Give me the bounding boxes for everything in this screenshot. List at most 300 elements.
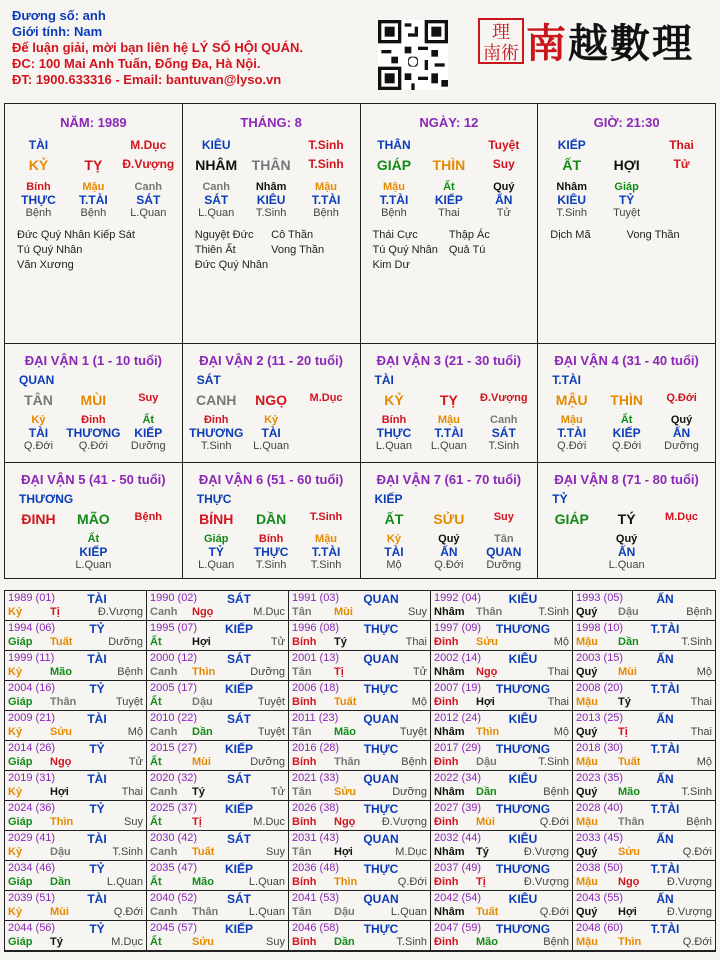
hidden-stage: Thai bbox=[438, 207, 460, 219]
hidden-stage: T.Sinh bbox=[255, 207, 287, 219]
year-cell bbox=[5, 651, 147, 681]
year-stage: Đ.Vượng bbox=[523, 846, 569, 858]
year-branch: Thìn bbox=[192, 666, 216, 678]
year-stage: L.Quan bbox=[248, 906, 285, 918]
hidden-stem: Kỷ bbox=[386, 533, 401, 545]
year-stage: Tuyệt bbox=[257, 726, 285, 738]
year-god: THỰC bbox=[363, 742, 399, 756]
year-stage: Suy bbox=[408, 606, 427, 618]
year-god: ẤN bbox=[656, 712, 674, 726]
year-god: KIÊU bbox=[508, 832, 538, 846]
year-stem: Bính bbox=[292, 696, 317, 708]
year-stem: Mậu bbox=[576, 816, 598, 828]
year-branch: Tý bbox=[192, 786, 205, 798]
year-god: KIÊU bbox=[508, 652, 538, 666]
star-name: Tú Quý Nhân bbox=[372, 244, 438, 256]
year-god: QUAN bbox=[363, 892, 399, 906]
year-cell bbox=[289, 681, 431, 711]
hidden-stem: Tân bbox=[494, 533, 514, 545]
year-god: TỶ bbox=[89, 742, 105, 756]
year-god: THỰC bbox=[363, 922, 399, 936]
hidden-stage: T.Sinh bbox=[556, 207, 587, 219]
dai-van-title: ĐẠI VẬN 8 (71 - 80 tuổi) bbox=[554, 472, 699, 487]
year-cell bbox=[147, 921, 289, 951]
header-info bbox=[12, 8, 303, 88]
hidden-stem: Kỷ bbox=[31, 414, 46, 426]
dai-van-title: ĐẠI VẬN 5 (41 - 50 tuổi) bbox=[21, 472, 166, 487]
hidden-stage: Q.Đới bbox=[612, 440, 642, 452]
year-god: ẤN bbox=[656, 832, 674, 846]
year-cell bbox=[147, 621, 289, 651]
hidden-god: QUAN bbox=[486, 545, 522, 559]
year-stage: Thai bbox=[547, 696, 569, 708]
hidden-stem: Ất bbox=[443, 181, 455, 193]
year-branch: Tị bbox=[50, 606, 60, 618]
year-god: TÀI bbox=[87, 772, 107, 786]
year-label: 2046 (58) bbox=[292, 922, 340, 934]
hidden-stem: Giáp bbox=[203, 533, 229, 545]
year-label: 2016 (28) bbox=[292, 742, 340, 754]
year-branch: Thìn bbox=[50, 816, 74, 828]
hidden-stage: Tuyệt bbox=[613, 207, 641, 219]
hidden-god bbox=[121, 545, 176, 559]
star-name: Vong Thần bbox=[271, 244, 325, 256]
year-god: TỶ bbox=[89, 802, 105, 816]
year-label: 2033 (45) bbox=[576, 832, 624, 844]
year-label: 2028 (40) bbox=[576, 802, 624, 814]
year-branch: Sửu bbox=[334, 786, 357, 798]
heavenly-stem: TÂN bbox=[24, 392, 53, 408]
star-name bbox=[93, 258, 169, 273]
hidden-stem: Canh bbox=[134, 181, 163, 193]
ten-god bbox=[66, 138, 121, 152]
year-cell bbox=[573, 711, 715, 741]
year-label: 1994 (06) bbox=[8, 622, 56, 634]
year-stage: Bệnh bbox=[543, 786, 569, 798]
year-branch: Sửu bbox=[618, 846, 641, 858]
year-stage: L.Quan bbox=[390, 906, 427, 918]
year-branch: Ngọ bbox=[50, 756, 72, 768]
year-god: SÁT bbox=[227, 592, 251, 606]
year-label: 2004 (16) bbox=[8, 682, 56, 694]
year-cell bbox=[431, 741, 573, 771]
year-branch: Thân bbox=[618, 816, 645, 828]
hidden-god: T.TÀI bbox=[379, 193, 409, 207]
year-stage: Đ.Vượng bbox=[666, 876, 712, 888]
year-stage: Q.Đới bbox=[539, 816, 569, 828]
year-stage: M.Dục bbox=[395, 846, 427, 858]
year-stem: Giáp bbox=[8, 636, 33, 648]
dai-van-cell bbox=[538, 344, 715, 463]
year-god: TỶ bbox=[89, 622, 105, 636]
year-stage: Mộ bbox=[696, 666, 712, 678]
year-branch: Hợi bbox=[50, 786, 69, 798]
year-god: ẤN bbox=[656, 652, 674, 666]
hidden-stage: L.Quan bbox=[130, 207, 167, 219]
year-stem: Giáp bbox=[8, 876, 33, 888]
year-label: 2041 (53) bbox=[292, 892, 340, 904]
year-cell bbox=[289, 771, 431, 801]
year-stage: Mộ bbox=[553, 636, 569, 648]
year-god: SÁT bbox=[227, 652, 251, 666]
year-stage: Q.Đới bbox=[682, 936, 712, 948]
year-branch: Sửu bbox=[192, 936, 215, 948]
year-label: 2044 (56) bbox=[8, 922, 56, 934]
year-god: KIÊU bbox=[508, 712, 538, 726]
star-name: Kiếp Sát bbox=[93, 229, 135, 241]
year-cell bbox=[573, 681, 715, 711]
earthly-branch: NGỌ bbox=[255, 392, 288, 408]
chart-grid bbox=[4, 103, 716, 579]
star-name: Văn Xương bbox=[17, 259, 74, 271]
dai-van-god: T.TÀI bbox=[552, 373, 581, 387]
year-cell bbox=[573, 771, 715, 801]
year-label: 2035 (47) bbox=[150, 862, 198, 874]
ten-god: M.Dục bbox=[130, 138, 167, 152]
hidden-stage: L.Quan bbox=[608, 559, 645, 571]
year-god: KIẾP bbox=[224, 862, 253, 876]
life-stage: Bệnh bbox=[134, 511, 163, 523]
dai-van-god: TỶ bbox=[552, 492, 568, 506]
hidden-god: SÁT bbox=[204, 193, 229, 207]
hidden-stem bbox=[299, 414, 354, 426]
year-branch: Dần bbox=[50, 876, 71, 888]
year-stage: Tử bbox=[128, 756, 143, 768]
year-cell bbox=[5, 681, 147, 711]
year-label: 2017 (29) bbox=[434, 742, 482, 754]
year-branch: Mão bbox=[476, 936, 498, 948]
year-cell bbox=[147, 891, 289, 921]
year-cell bbox=[5, 771, 147, 801]
year-stem: Nhâm bbox=[434, 786, 465, 798]
year-stem: Canh bbox=[150, 906, 178, 918]
star-name: Thập Ác bbox=[448, 229, 490, 241]
year-cell bbox=[147, 651, 289, 681]
dai-van-god: THỰC bbox=[196, 492, 232, 506]
year-cell bbox=[147, 771, 289, 801]
life-stage: Q.Đới bbox=[666, 392, 697, 404]
hidden-stage: Bệnh bbox=[25, 207, 52, 219]
year-god: T.TÀI bbox=[650, 622, 680, 636]
year-stage: Tử bbox=[270, 636, 285, 648]
star-name: Thiên Ất bbox=[194, 244, 236, 256]
year-god: QUAN bbox=[363, 712, 399, 726]
dai-van-title: ĐẠI VẬN 2 (11 - 20 tuổi) bbox=[199, 353, 343, 368]
year-stem: Nhâm bbox=[434, 906, 465, 918]
year-stage: M.Dục bbox=[253, 606, 285, 618]
year-god: T.TÀI bbox=[650, 802, 680, 816]
year-stage: Bệnh bbox=[401, 756, 427, 768]
year-god: KIÊU bbox=[508, 892, 538, 906]
year-stage: Tuyệt bbox=[115, 696, 143, 708]
year-stem: Nhâm bbox=[434, 666, 465, 678]
year-cell bbox=[431, 861, 573, 891]
year-stem: Giáp bbox=[8, 816, 33, 828]
year-stage: Tử bbox=[270, 786, 285, 798]
year-god: T.TÀI bbox=[650, 742, 680, 756]
life-stage: T.Sinh bbox=[309, 511, 343, 523]
year-stage: Q.Đới bbox=[539, 906, 569, 918]
hidden-stem: Quý bbox=[670, 414, 693, 426]
earthly-branch: THÌN bbox=[610, 392, 643, 408]
year-cell bbox=[5, 741, 147, 771]
year-stage: Dưỡng bbox=[108, 636, 143, 648]
year-stage: Đ.Vượng bbox=[97, 606, 143, 618]
hidden-stage: L.Quan bbox=[75, 559, 112, 571]
year-cell bbox=[5, 921, 147, 951]
ten-god: T.Sinh bbox=[308, 138, 344, 152]
year-branch: Ngọ bbox=[334, 816, 356, 828]
hidden-stage: L.Quan bbox=[375, 440, 412, 452]
year-stem: Giáp bbox=[8, 696, 33, 708]
pillar-title: THÁNG: 8 bbox=[240, 115, 302, 130]
hidden-god: ẤN bbox=[672, 426, 691, 440]
year-stage: T.Sinh bbox=[681, 786, 712, 798]
hidden-god: ẤN bbox=[440, 545, 458, 559]
year-label: 2000 (12) bbox=[150, 652, 198, 664]
hidden-stem: Quý bbox=[615, 533, 638, 545]
year-stage: Mộ bbox=[411, 696, 427, 708]
year-cell bbox=[573, 651, 715, 681]
hidden-god: T.TÀI bbox=[434, 426, 464, 440]
year-stem: Đinh bbox=[434, 696, 459, 708]
year-branch: Hợi bbox=[618, 906, 637, 918]
year-branch: Dần bbox=[476, 786, 497, 798]
hidden-stem: Ất bbox=[87, 533, 100, 545]
year-label: 2048 (60) bbox=[576, 922, 624, 934]
year-stem: Kỷ bbox=[8, 666, 23, 678]
year-god: THƯƠNG bbox=[495, 862, 551, 876]
seal-stamp: 理 南術 bbox=[478, 18, 524, 64]
year-cell bbox=[573, 741, 715, 771]
hidden-god: THỰC bbox=[21, 193, 56, 207]
year-label: 1993 (05) bbox=[576, 592, 624, 604]
year-god: TỶ bbox=[89, 862, 105, 876]
year-stem: Tân bbox=[292, 906, 312, 918]
year-label: 1995 (07) bbox=[150, 622, 198, 634]
hidden-stage: T.Sinh bbox=[310, 559, 342, 571]
year-branch: Tuất bbox=[476, 906, 499, 918]
gender-label: Giới tính: bbox=[12, 24, 71, 39]
star-name: Dịch Mã bbox=[550, 229, 591, 241]
pillar-cell bbox=[538, 104, 715, 344]
year-label: 2010 (22) bbox=[150, 712, 198, 724]
year-label: 2039 (51) bbox=[8, 892, 56, 904]
year-stage: Q.Đới bbox=[397, 876, 427, 888]
year-branch: Mão bbox=[334, 726, 356, 738]
year-stem: Quý bbox=[576, 846, 598, 858]
dai-van-god: TÀI bbox=[374, 373, 394, 387]
year-branch: Dần bbox=[334, 936, 355, 948]
year-branch: Tý bbox=[334, 636, 347, 648]
year-stage: Mộ bbox=[553, 726, 569, 738]
year-branch: Tị bbox=[476, 876, 486, 888]
year-stem: Tân bbox=[292, 666, 312, 678]
hidden-stage bbox=[121, 559, 176, 571]
hidden-stage: T.Sinh bbox=[488, 440, 520, 452]
heavenly-stem: BÍNH bbox=[199, 511, 234, 527]
dai-van-cell bbox=[5, 344, 183, 463]
year-god: QUAN bbox=[363, 592, 399, 606]
year-stage: Dưỡng bbox=[250, 666, 285, 678]
year-stem: Mậu bbox=[576, 876, 598, 888]
year-cell bbox=[573, 891, 715, 921]
year-branch: Hợi bbox=[476, 696, 495, 708]
year-stage: L.Quan bbox=[248, 876, 285, 888]
year-stem: Tân bbox=[292, 786, 312, 798]
year-god: SÁT bbox=[227, 772, 251, 786]
star-name: Kim Dư bbox=[372, 259, 410, 271]
hidden-stem: Đinh bbox=[81, 414, 106, 426]
year-branch: Mùi bbox=[192, 756, 211, 768]
year-stage: Suy bbox=[266, 936, 285, 948]
earthly-branch: HỢI bbox=[613, 157, 640, 173]
star-name: Vong Thần bbox=[626, 229, 680, 241]
hidden-stem: Canh bbox=[490, 414, 518, 426]
year-branch: Mùi bbox=[50, 906, 69, 918]
hidden-stage: T.Sinh bbox=[255, 559, 287, 571]
year-stem: Giáp bbox=[8, 756, 33, 768]
qr-code-icon[interactable] bbox=[378, 20, 448, 90]
year-branch: Tuất bbox=[50, 636, 73, 648]
year-stage: Đ.Vượng bbox=[666, 906, 712, 918]
earthly-branch: THÂN bbox=[251, 157, 291, 173]
year-label: 2023 (35) bbox=[576, 772, 624, 784]
year-label: 1998 (10) bbox=[576, 622, 624, 634]
year-branch: Mùi bbox=[618, 666, 637, 678]
dai-van-cell bbox=[538, 463, 715, 578]
year-god: T.TÀI bbox=[650, 682, 680, 696]
year-god: TỶ bbox=[89, 922, 105, 936]
year-cell bbox=[289, 591, 431, 621]
heavenly-stem: CANH bbox=[195, 392, 237, 408]
earthly-branch: DẦN bbox=[255, 511, 287, 527]
hidden-stage: Q.Đới bbox=[23, 440, 54, 452]
year-cell bbox=[573, 591, 715, 621]
year-stage: T.Sinh bbox=[396, 936, 427, 948]
year-label: 2009 (21) bbox=[8, 712, 56, 724]
hidden-god: T.TÀI bbox=[79, 193, 108, 207]
year-branch: Thân bbox=[334, 756, 361, 768]
year-label: 2038 (50) bbox=[576, 862, 624, 874]
year-cell bbox=[289, 831, 431, 861]
star-name: Đức Quý Nhân bbox=[17, 229, 91, 241]
gender-value: Nam bbox=[73, 24, 103, 39]
life-stage: Suy bbox=[493, 511, 514, 523]
hidden-stage: Bệnh bbox=[80, 207, 107, 219]
year-god: KIẾP bbox=[224, 922, 253, 936]
annual-luck-table bbox=[4, 590, 716, 952]
year-god: THỰC bbox=[363, 802, 399, 816]
hidden-stage bbox=[544, 559, 599, 571]
year-stage: Tử bbox=[412, 666, 427, 678]
hidden-god: THƯƠNG bbox=[189, 426, 244, 440]
pillar-cell bbox=[5, 104, 183, 344]
year-label: 2013 (25) bbox=[576, 712, 624, 724]
dai-van-title: ĐẠI VẬN 1 (1 - 10 tuổi) bbox=[24, 353, 162, 368]
year-branch: Thìn bbox=[476, 726, 500, 738]
year-label: 2007 (19) bbox=[434, 682, 482, 694]
year-branch: Thân bbox=[50, 696, 77, 708]
earthly-branch: MÃO bbox=[77, 511, 110, 527]
dai-van-god: QUAN bbox=[19, 373, 55, 387]
year-branch: Ngọ bbox=[618, 876, 640, 888]
year-stem: Canh bbox=[150, 726, 178, 738]
year-cell bbox=[431, 801, 573, 831]
year-cell bbox=[289, 891, 431, 921]
star-name: Nguyệt Đức bbox=[194, 229, 254, 241]
phone-email-line[interactable]: ĐT: 1900.633316 - Email: bantuvan@lyso.vn bbox=[12, 72, 282, 87]
year-branch: Thân bbox=[192, 906, 219, 918]
year-cell bbox=[573, 621, 715, 651]
year-god: KIẾP bbox=[224, 622, 253, 636]
year-branch: Tuất bbox=[192, 846, 215, 858]
year-cell bbox=[431, 681, 573, 711]
year-god: ẤN bbox=[656, 772, 674, 786]
hidden-stem bbox=[121, 533, 176, 545]
year-stem: Mậu bbox=[576, 696, 598, 708]
year-label: 2043 (55) bbox=[576, 892, 624, 904]
hidden-stem bbox=[544, 533, 599, 545]
year-label: 2014 (26) bbox=[8, 742, 56, 754]
year-god: ẤN bbox=[656, 592, 674, 606]
year-branch: Thìn bbox=[334, 876, 358, 888]
year-stage: M.Dục bbox=[111, 936, 143, 948]
star-name: Đức Quý Nhân bbox=[194, 259, 269, 271]
year-label: 2020 (32) bbox=[150, 772, 198, 784]
heavenly-stem: MẬU bbox=[555, 392, 588, 408]
year-stem: Bính bbox=[292, 816, 317, 828]
hidden-stage: L.Quan bbox=[198, 559, 235, 571]
year-branch: Mão bbox=[192, 876, 214, 888]
hidden-stem: Ất bbox=[620, 414, 633, 426]
year-branch: Dậu bbox=[50, 846, 71, 858]
year-cell bbox=[289, 861, 431, 891]
year-stem: Bính bbox=[292, 876, 317, 888]
year-cell bbox=[431, 831, 573, 861]
year-branch: Hợi bbox=[192, 636, 211, 648]
year-stem: Đinh bbox=[434, 816, 459, 828]
hidden-god: ẤN bbox=[495, 193, 513, 207]
year-stage: Q.Đới bbox=[113, 906, 143, 918]
ten-god bbox=[244, 138, 299, 152]
year-label: 2002 (14) bbox=[434, 652, 482, 664]
ten-god: TÀI bbox=[28, 138, 49, 152]
life-stage: Đ.Vượng bbox=[122, 157, 175, 171]
hidden-god: SÁT bbox=[136, 193, 161, 207]
owner-label: Đương số: bbox=[12, 8, 80, 23]
year-branch: Mão bbox=[618, 786, 640, 798]
year-cell bbox=[289, 621, 431, 651]
year-stage: Mộ bbox=[127, 726, 143, 738]
year-stage: Đ.Vượng bbox=[523, 876, 569, 888]
year-label: 2024 (36) bbox=[8, 802, 56, 814]
year-stem: Nhâm bbox=[434, 606, 465, 618]
hidden-stage: Bệnh bbox=[381, 207, 407, 219]
year-stage: Dưỡng bbox=[392, 786, 427, 798]
year-cell bbox=[5, 591, 147, 621]
hidden-god: SÁT bbox=[491, 426, 516, 440]
year-cell bbox=[289, 741, 431, 771]
year-stem: Quý bbox=[576, 906, 598, 918]
year-branch: Dậu bbox=[192, 696, 213, 708]
year-stem: Giáp bbox=[8, 936, 33, 948]
life-stage: M.Dục bbox=[665, 511, 699, 523]
year-stage: Suy bbox=[266, 846, 285, 858]
dai-van-cell bbox=[183, 344, 361, 463]
year-god: SÁT bbox=[227, 892, 251, 906]
hidden-god: TÀI bbox=[28, 426, 49, 440]
